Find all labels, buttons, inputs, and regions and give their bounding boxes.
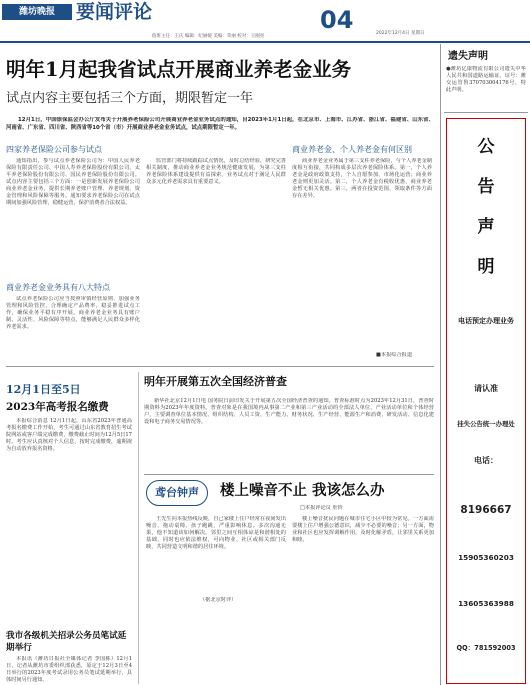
lead-body-1: 通知指出，参与试点养老保险公司为：中国人民养老保险有限责任公司、中国人寿养老保险股份有限公司、太平养老保险股份有限公司、国民养老保险股份有限公司。试点内容主要包括三个方面：一是创新发展养老保险公司商业养老金业务，提供长期养老账户管理、养老规划、资金管理和风险保障等服务。通知要求养老保险公司在试点期间加强风险管理，稳健运营，保护消费者合法权益。 — [6, 158, 140, 206]
lead-body-col3: 商业养老金业务属于第三支柱养老保险，与个人养老金制度相互衔接，共同构成多层次养老保险体系。第一，个人养老金是政府政策支持，个人自愿参加，市场化运营；商业养老金则更加灵活。第二，个人养老金有税收优惠，商业养老金暂无相关优惠。第三，两者在投资范围、领取条件等方面存在差异。 — [292, 158, 432, 199]
notice-body: ●潍坊亿康物流有限公司遗失中华人民共和国道路运输证，证号：潍交运管鲁370703004176号，特此声明。 — [446, 66, 526, 93]
page-number: 04 — [320, 6, 354, 34]
exam-headline-1: 12月1日至5日 — [6, 383, 81, 396]
agency-body: 本报讯（潍坊日报社全媒体记者 李国栋）12月1日，记者从潍坊市委组织部获悉，原定于12月3日至4日举行的2023年度考试录用公务员笔试延期举行，具体时间另行通知。 — [6, 656, 132, 683]
masthead-rule — [0, 41, 530, 43]
agency-headline: 我市各级机关招录公务员笔试延期举行 — [6, 631, 127, 653]
lead-headline: 明年1月起我省试点开展商业养老金业务 — [6, 58, 352, 81]
welcome-label: 请认准 — [474, 383, 498, 393]
column-headline: 楼上噪音不止 我该怎么办 — [220, 482, 385, 499]
phone-booking-label: 电话预定办理业务 — [458, 316, 514, 325]
lead-intro: 12月1日，中国银保监会办公厅发布关于开展养老保险公司开展商业养老金业务试点的通知，自2023年1月1日起，在北京市、上海市、江苏省、浙江省、福建省、山东省、河南省、广东省、四川省、陕西省等10个省（市）开展商业养老金业务试点，试点期限暂定一年。 — [6, 117, 434, 131]
lead-subhead-3: 商业养老金、个人养老金有何区别 — [292, 145, 412, 154]
notice-title: 遗失声明 — [448, 51, 488, 62]
big-char-1: 公 — [477, 137, 495, 157]
lead-bottom-rule — [6, 366, 434, 367]
masthead-meta: 值班主任：王庆 编辑：纪丽媛 美编：荣丽 校对：王刚亮 — [152, 34, 265, 39]
qq-number: QQ：781592003 — [456, 644, 516, 652]
lead-subhead-1: 四家养老保险公司参与试点 — [6, 145, 102, 154]
lead-body-col2: 监管部门将持续跟踪试点情况，及时总结经验，研究完善相关制度，推动商业养老金业务规范健康发展，为第三支柱养老保险体系建设提供有益探索。业务试点对于满足人民群众多元化养老需求具有重要意义。 — [146, 158, 286, 185]
column-logo: 鸢台钟声 — [146, 480, 208, 506]
lead-credit: ■本报综合报道 — [376, 352, 413, 358]
right-col-divider — [440, 44, 441, 685]
masthead — [0, 0, 530, 40]
census-headline: 明年开展第五次全国经济普查 — [144, 375, 287, 388]
lead-subtitle: 试点内容主要包括三个方面，期限暂定一年 — [6, 91, 254, 106]
exam-body: 本报综合消息 12月1日起，山东省2023年普通高考报名缴费工作开始，考生可通过山东省教育招生考试院网站或客户端完成缴费，缴费截止时间为12月5日17时。考生应认真核对个人信息，按时完成缴费，逾期视为自动放弃报名资格。 — [6, 418, 132, 452]
census-body: 新华社北京12月1日电 国务院日前印发关于开展第五次全国经济普查的通知。普查标准时点为2023年12月31日，普查时期资料为2023年年度资料。普查对象是在我国境内从事第二产业和第三产业活动的全部法人单位、产业活动单位和个体经营户，主要调查单位基本情况、组织结构、人员工资、生产能力、财务状况、生产经营、能源生产和消费、研发活动、信息化建设和电子商务交易情况等。 — [144, 398, 434, 425]
branch-label: 挂失公告统一办理处 — [457, 420, 515, 428]
paper-logo: 潍坊晚报 — [2, 4, 72, 20]
phone-3: 13605363988 — [458, 599, 514, 608]
big-char-2: 告 — [477, 177, 495, 197]
column-body-2: 楼上噪音扰民问题在城市住宅小区中较为常见。一方面需要楼上住户增强公德意识，减少不必要的噪音；另一方面，物业和社区也应发挥调解作用，及时化解矛盾，让邻里关系更加和睦。 — [292, 516, 434, 543]
lead-body-2: 试点养老保险公司应当按照审慎经营原则，加强业务管理和风险管控，合理确定产品费率，稳妥推进试点工作，确保业务平稳有序开展。商业养老金业务具有账户制、灵活性、风险保障等特点，能够满足人民群众多样化养老需求。 — [6, 296, 140, 330]
column-byline: □本报评论员 肝铃 — [300, 505, 343, 511]
left-col-divider — [138, 372, 139, 684]
announcement-box — [446, 118, 526, 684]
notice-rule — [444, 112, 528, 113]
big-char-4: 明 — [477, 257, 495, 277]
phone-1: 8196667 — [460, 504, 512, 516]
section-title: 要闻评论 — [76, 1, 153, 23]
column-credit: （据北京时评） — [200, 597, 237, 603]
phone-2: 15905360203 — [458, 553, 514, 562]
exam-headline-2: 2023年高考报名缴费 — [6, 401, 109, 413]
tel-label: 电话： — [474, 455, 498, 465]
column-body: 王先生向本报热线反映，自己家楼上住户经常在夜间发出噪音，拖动桌椅、孩子跑跳，严重影响休息。多次沟通无果，他不知道该如何解决。邻里之间互相体谅是和谐相处的基础，同时也应依法维权，可向物业、社区或相关部门反映，共同营造文明和谐的居住环境。 — [146, 516, 286, 550]
census-rule — [144, 474, 434, 475]
lead-subhead-2: 商业养老金业务具有八大特点 — [6, 283, 110, 292]
big-char-3: 声 — [477, 217, 495, 237]
issue-date: 2022年12月4日 星期日 — [376, 31, 425, 36]
